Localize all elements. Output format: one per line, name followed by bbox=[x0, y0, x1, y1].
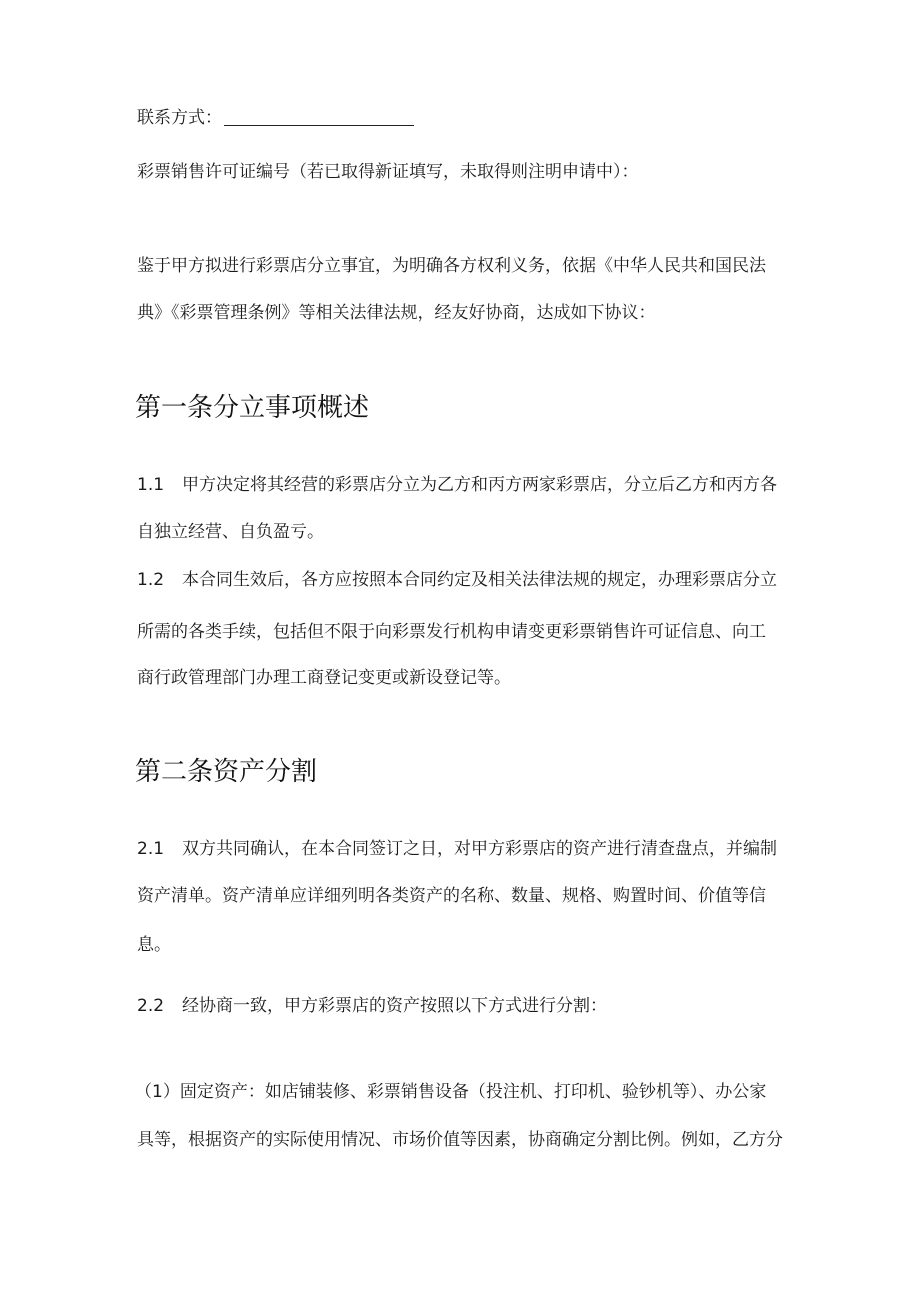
clause-number: 2.2 bbox=[137, 996, 165, 1016]
clause-number: 2.1 bbox=[137, 839, 165, 859]
preamble-line-2: 典》《彩票管理条例》等相关法律法规，经友好协商，达成如下协议： bbox=[137, 303, 656, 323]
clause-text: 甲方决定将其经营的彩票店分立为乙方和丙方两家彩票店，分立后乙方和丙方各 bbox=[182, 475, 778, 495]
article2-title: 第二条资产分割 bbox=[135, 757, 318, 787]
clause-2-1-line-2: 资产清单。资产清单应详细列明各类资产的名称、数量、规格、购置时间、价值等信 bbox=[137, 886, 766, 906]
item-1-line-2: 具等，根据资产的实际使用情况、市场价值等因素，协商确定分割比例。例如，乙方分 bbox=[137, 1130, 783, 1150]
contact-blank bbox=[224, 125, 414, 126]
contact-line bbox=[137, 106, 414, 130]
item-1-line-1: （1）固定资产：如店铺装修、彩票销售设备（投注机、打印机、验钞机等）、办公家 bbox=[135, 1082, 767, 1102]
clause-1-2-line-1 bbox=[137, 568, 777, 592]
clause-number: 1.2 bbox=[137, 570, 165, 590]
clause-1-1-line-2: 自独立经营、自负盈亏。 bbox=[137, 522, 324, 542]
clause-number: 1.1 bbox=[137, 475, 165, 495]
contact-label: 联系方式： bbox=[137, 108, 222, 128]
clause-2-2-line-1 bbox=[137, 994, 607, 1018]
article1-title: 第一条分立事项概述 bbox=[135, 393, 370, 423]
clause-text: 经协商一致，甲方彩票店的资产按照以下方式进行分割： bbox=[182, 996, 608, 1016]
preamble-line-1: 鉴于甲方拟进行彩票店分立事宜，为明确各方权利义务，依据《中华人民共和国民法 bbox=[137, 256, 766, 276]
clause-2-1-line-3: 息。 bbox=[137, 935, 171, 955]
clause-1-2-line-2: 所需的各类手续，包括但不限于向彩票发行机构申请变更彩票销售许可证信息、向工 bbox=[137, 622, 766, 642]
clause-1-2-line-3: 商行政管理部门办理工商登记变更或新设登记等。 bbox=[137, 668, 511, 688]
clause-1-1-line-1 bbox=[137, 473, 777, 497]
clause-text: 本合同生效后，各方应按照本合同约定及相关法律法规的规定，办理彩票店分立 bbox=[182, 570, 778, 590]
clause-2-1-line-1 bbox=[137, 837, 777, 861]
license-line: 彩票销售许可证编号（若已取得新证填写，未取得则注明申请中）： bbox=[137, 162, 639, 182]
clause-text: 双方共同确认，在本合同签订之日，对甲方彩票店的资产进行清查盘点，并编制 bbox=[182, 839, 778, 859]
